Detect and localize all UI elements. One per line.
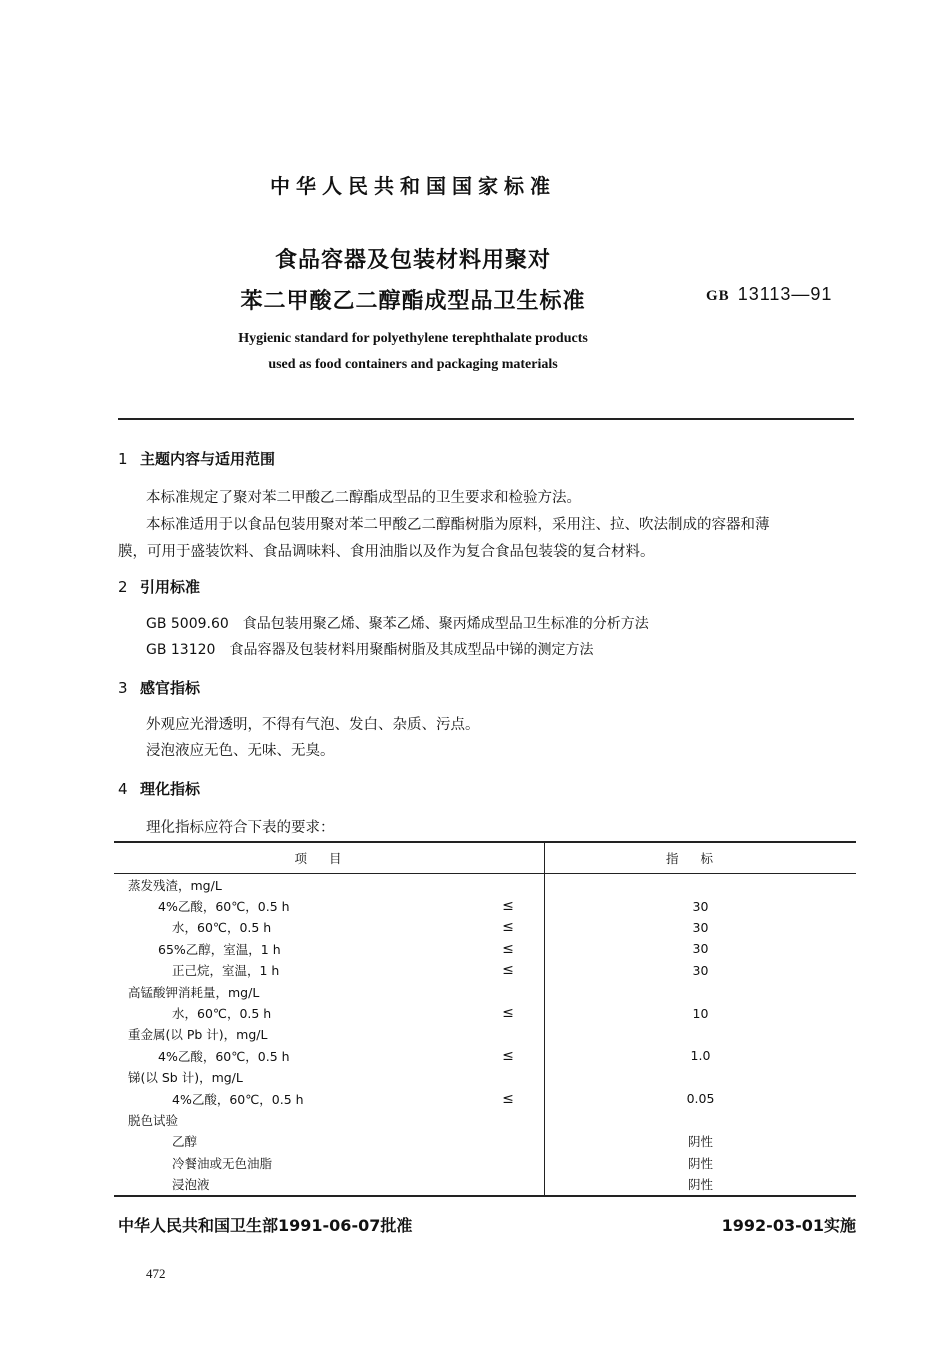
table-row [114, 1109, 856, 1130]
section-1-para-1: 本标准规定了聚对苯二甲酸乙二醇酯成型品的卫生要求和检验方法。 [146, 490, 581, 506]
section-number: 4 [118, 780, 128, 798]
english-title-line2: used as food containers and packaging materials [268, 357, 558, 372]
row-item: 4%乙酸，60℃，0.5 h [172, 1091, 304, 1107]
table-row [114, 1002, 856, 1023]
row-item: 乙醇 [172, 1134, 198, 1150]
row-item: 锑(以 Sb 计)，mg/L [128, 1070, 243, 1086]
row-item: 水，60℃，0.5 h [172, 920, 272, 936]
reference-text: 食品容器及包装材料用聚酯树脂及其成型品中锑的测定方法 [229, 642, 594, 658]
table-row [114, 917, 856, 938]
row-value [545, 1067, 857, 1088]
physicochemical-table [114, 841, 856, 1197]
page-number: 472 [146, 1266, 166, 1281]
section-title: 主题内容与适用范围 [140, 450, 276, 468]
section-number: 1 [118, 450, 128, 468]
row-value: 10 [692, 1005, 709, 1021]
row-comparator [472, 1109, 545, 1130]
table-row [114, 874, 856, 896]
table-row [114, 895, 856, 916]
row-value: 30 [692, 962, 709, 978]
table-row [114, 1024, 856, 1045]
section-1-heading [118, 448, 275, 469]
row-value: 30 [692, 919, 709, 935]
row-value: 0.05 [686, 1091, 715, 1107]
row-comparator: ≤ [472, 1088, 545, 1109]
row-item: 重金属(以 Pb 计)，mg/L [128, 1027, 268, 1043]
row-comparator [472, 1131, 545, 1152]
row-comparator: ≤ [472, 895, 545, 916]
section-1-para-2a: 本标准适用于以食品包装用聚对苯二甲酸乙二醇酯树脂为原料，采用注、拉、吹法制成的容器和薄 [146, 517, 770, 533]
gb-number [706, 284, 832, 305]
reference-code: GB 13120 [146, 642, 216, 658]
section-number: 3 [118, 679, 128, 697]
row-item: 冷餐油或无色油脂 [172, 1155, 273, 1171]
table-row [114, 1045, 856, 1066]
section-2-heading [118, 576, 200, 597]
row-item: 水，60℃，0.5 h [172, 1006, 272, 1022]
row-comparator [472, 1024, 545, 1045]
approval-line: 中华人民共和国卫生部1991-06-07批准 [118, 1216, 413, 1235]
table-row [114, 1067, 856, 1088]
row-item: 脱色试验 [128, 1112, 179, 1128]
table-row [114, 1152, 856, 1173]
row-value: 阴性 [687, 1155, 713, 1171]
table-header-row [114, 842, 856, 874]
row-comparator [472, 981, 545, 1002]
row-item: 4%乙酸，60℃，0.5 h [158, 1048, 290, 1064]
section-number: 2 [118, 578, 128, 596]
section-3-para-1: 外观应光滑透明，不得有气泡、发白、杂质、污点。 [146, 717, 480, 733]
document-title-line1: 食品容器及包装材料用聚对 [274, 248, 551, 273]
row-value: 30 [692, 898, 709, 914]
row-comparator: ≤ [472, 960, 545, 981]
section-3-heading [118, 677, 200, 698]
section-title: 理化指标 [140, 780, 201, 798]
national-standard-heading: 中华人民共和国国家标准 [270, 174, 556, 198]
row-item: 4%乙酸，60℃，0.5 h [158, 899, 290, 915]
section-4-heading [118, 778, 200, 799]
section-title: 引用标准 [140, 578, 201, 596]
document-title-line2: 苯二甲酸乙二醇酯成型品卫生标准 [240, 289, 586, 314]
row-value [545, 1109, 857, 1130]
gb-prefix: GB [706, 288, 730, 304]
section-1-para-2b: 膜，可用于盛装饮料、食品调味料、食用油脂以及作为复合食品包装袋的复合材料。 [118, 544, 655, 560]
table-row [114, 960, 856, 981]
row-comparator: ≤ [472, 1045, 545, 1066]
row-value [545, 1024, 857, 1045]
row-value: 30 [692, 941, 709, 957]
english-title-line1: Hygienic standard for polyethylene terephthalate products [238, 331, 588, 346]
row-item: 蒸发残渣，mg/L [128, 877, 222, 893]
header-rule [118, 418, 854, 420]
row-value [545, 981, 857, 1002]
row-item: 高锰酸钾消耗量，mg/L [128, 984, 260, 1000]
row-value: 阴性 [687, 1134, 713, 1150]
row-comparator [472, 1152, 545, 1173]
row-item: 65%乙醇，室温，1 h [158, 941, 281, 957]
row-comparator: ≤ [472, 1002, 545, 1023]
column-header-index: 指标 [545, 842, 857, 874]
row-item: 正己烷，室温，1 h [172, 963, 280, 979]
row-value: 阴性 [545, 1173, 857, 1195]
table-row [114, 1131, 856, 1152]
reference-text: 食品包装用聚乙烯、聚苯乙烯、聚丙烯成型品卫生标准的分析方法 [242, 616, 649, 632]
table-row [114, 938, 856, 959]
section-title: 感官指标 [140, 679, 201, 697]
row-item: 浸泡液 [114, 1173, 472, 1195]
reference-item [146, 613, 649, 633]
section-3-para-2: 浸泡液应无色、无味、无臭。 [146, 743, 335, 759]
row-comparator: ≤ [472, 917, 545, 938]
row-value [545, 874, 857, 896]
gb-code: 13113—91 [737, 284, 833, 304]
reference-item [146, 639, 593, 659]
row-value: 1.0 [690, 1048, 711, 1064]
table-row [114, 1088, 856, 1109]
reference-code: GB 5009.60 [146, 616, 229, 632]
row-comparator: ≤ [472, 938, 545, 959]
table-row [114, 1173, 856, 1195]
implementation-date: 1992-03-01实施 [721, 1216, 856, 1235]
table-intro: 理化指标应符合下表的要求： [146, 820, 335, 836]
table-row [114, 981, 856, 1002]
row-comparator [472, 1173, 545, 1195]
row-comparator [472, 1067, 545, 1088]
row-comparator [472, 874, 545, 896]
column-header-item: 项目 [114, 842, 545, 874]
